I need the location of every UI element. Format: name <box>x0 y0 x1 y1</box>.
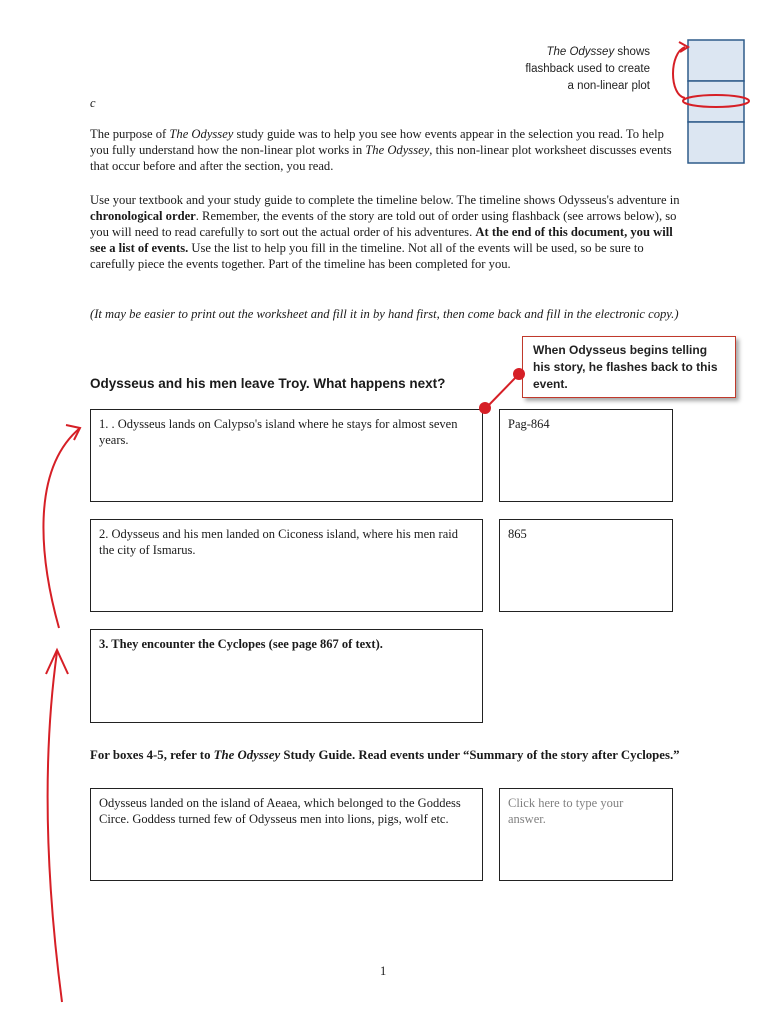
timeline-box-1[interactable]: 1. . Odysseus lands on Calypso's island where he stays for almost seven years. <box>90 409 483 502</box>
upper-flashback-arrowhead <box>66 425 80 440</box>
intro-p1-text-c: , this non-linear plot worksheet discusses events that occur before and after the section, you read. <box>90 143 672 173</box>
intro-p2-bold-1: chronological order <box>90 209 196 223</box>
timeline-box-3[interactable]: 3. They encounter the Cyclopes (see page 867 of text). <box>90 629 483 723</box>
intro-p2-text-b: . Remember, the events of the story are told out of order using flashback (see arrows below), so you will need to read carefully to sort out the actual order of his adventures. <box>90 209 677 239</box>
legend-title: The Odyssey <box>546 46 615 58</box>
intro-p1-text-b: study guide was to help you see how events appear in the selection you read. To help you fully understand how the non-linear plot works in <box>90 127 664 157</box>
callout-connector-dot-bottom <box>479 402 491 414</box>
timeline-box-2[interactable]: 2. Odysseus and his men landed on Ciconess island, where his men raid the city of Ismarus. <box>90 519 483 612</box>
section2-text-b: Study Guide. Read events under “Summary of the story after Cyclopes.” <box>280 748 680 762</box>
intro-p2-text-c: Use the list to help you fill in the timeline. Not all of the events will be used, so be sure to carefully piece the events together. Part of the timeline has been completed for you. <box>90 241 644 271</box>
section-heading: Odysseus and his men leave Troy. What happens next? <box>90 376 446 391</box>
intro-p1-text-a: The purpose of <box>90 127 170 141</box>
page-number: 1 <box>380 964 387 978</box>
lower-flashback-arrow <box>48 652 62 1002</box>
timeline-page-2[interactable]: 865 <box>499 519 673 612</box>
upper-flashback-arrow <box>43 428 80 628</box>
legend-title-rest: shows <box>614 46 650 58</box>
stray-char: c <box>90 96 96 110</box>
timeline-page-1[interactable]: Pag-864 <box>499 409 673 502</box>
intro-p2-bold-2: At the end of this document, you will see a list of events. <box>90 225 673 255</box>
timeline-box-4[interactable]: Odysseus landed on the island of Aeaea, which belonged to the Goddess Circe. Goddess turned few of Odysseus men into lions, pigs, wolf etc. <box>90 788 483 881</box>
legend-line3: a non-linear plot <box>567 80 650 92</box>
intro-p1-title-2: The Odyssey <box>365 143 430 157</box>
flashback-callout: When Odysseus begins telling his story, he flashes back to this event. <box>522 336 736 398</box>
intro-p1-title: The Odyssey <box>169 127 234 141</box>
intro-p2-text-a: Use your textbook and your study guide to complete the timeline below. The timeline shows Odysseus's adventure in <box>90 193 680 207</box>
intro-paragraph-3: (It may be easier to print out the worksheet and fill it in by hand first, then come back and fill in the electronic copy.) <box>90 307 679 321</box>
legend-line2: flashback used to create <box>525 63 650 75</box>
section2-title: The Odyssey <box>213 748 281 762</box>
answer-field-4[interactable]: Click here to type your answer. <box>499 788 673 881</box>
callout-connector-line <box>485 374 519 409</box>
section2-text-a: For boxes 4-5, refer to <box>90 748 214 762</box>
callout-connector-dot-top <box>513 368 525 380</box>
